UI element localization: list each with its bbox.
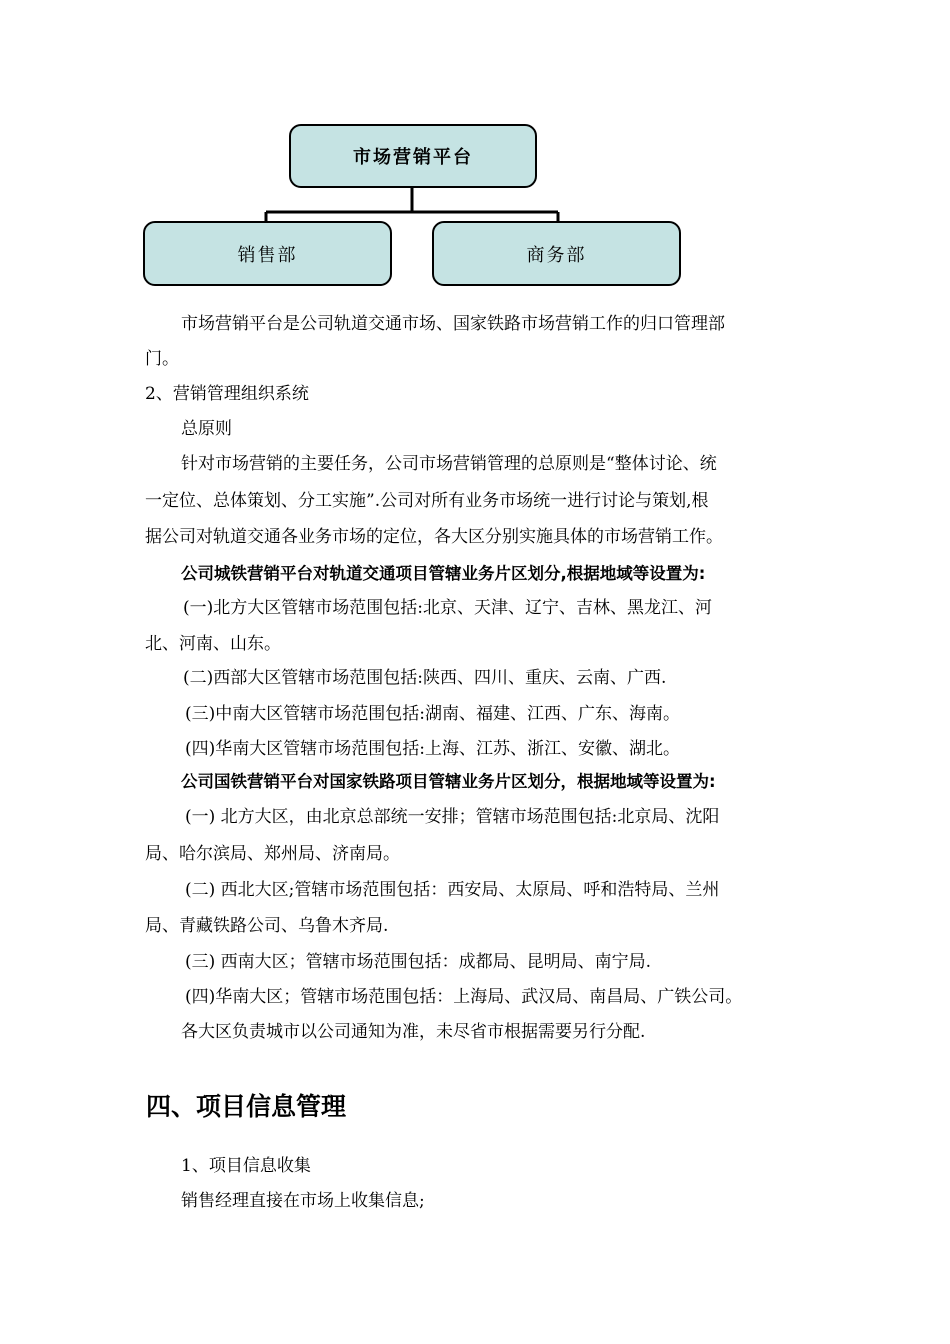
- paragraph-line: (一)北方大区管辖市场范围包括:北京、天津、辽宁、吉林、黑龙江、河: [183, 598, 712, 618]
- paragraph-line: 针对市场营销的主要任务，公司市场营销管理的总原则是“整体讨论、统: [181, 454, 717, 474]
- paragraph-line: (四)华南大区；管辖市场范围包括：上海局、武汉局、南昌局、广铁公司。: [185, 987, 743, 1007]
- section-title: 2、营销管理组织系统: [145, 384, 309, 404]
- section-heading: 四、项目信息管理: [146, 1092, 347, 1121]
- paragraph-line: 市场营销平台是公司轨道交通市场、国家铁路市场营销工作的归口管理部: [181, 314, 725, 334]
- paragraph-line: 据公司对轨道交通各业务市场的定位，各大区分别实施具体的市场营销工作。: [145, 527, 723, 547]
- paragraph-line: 局、哈尔滨局、郑州局、济南局。: [145, 844, 400, 864]
- bold-paragraph-title: 公司国铁营销平台对国家铁路项目管辖业务片区划分，根据地域等设置为:: [181, 772, 716, 791]
- paragraph-line: (二) 西北大区;管辖市场范围包括：西安局、太原局、呼和浩特局、兰州: [185, 880, 720, 900]
- paragraph-line: (三) 西南大区；管辖市场范围包括：成都局、昆明局、南宁局.: [185, 952, 652, 972]
- paragraph-line: 局、青藏铁路公司、乌鲁木齐局.: [145, 916, 389, 936]
- org-box-label: 销售部: [237, 244, 298, 266]
- org-box-sales-dept: [143, 221, 392, 286]
- paragraph-line: (二)西部大区管辖市场范围包括:陕西、四川、重庆、云南、广西.: [183, 668, 667, 688]
- org-box-business-dept: [432, 221, 681, 286]
- paragraph-line: (四)华南大区管辖市场范围包括:上海、江苏、浙江、安徽、湖北。: [185, 739, 680, 759]
- paragraph-line: (一) 北方大区，由北京总部统一安排；管辖市场范围包括:北京局、沈阳: [185, 807, 720, 827]
- org-box-label: 商务部: [526, 244, 587, 266]
- paragraph-line: 销售经理直接在市场上收集信息;: [181, 1191, 425, 1211]
- paragraph-line: 一定位、总体策划、分工实施”.公司对所有业务市场统一进行讨论与策划,根: [145, 491, 709, 511]
- subsection-title: 1、项目信息收集: [181, 1156, 311, 1176]
- paragraph-line: (三)中南大区管辖市场范围包括:湖南、福建、江西、广东、海南。: [185, 704, 680, 724]
- org-box-label: 市场营销平台: [353, 147, 473, 168]
- bold-paragraph-title: 公司城铁营销平台对轨道交通项目管辖业务片区划分,根据地域等设置为:: [181, 564, 706, 583]
- subsection-title: 总原则: [181, 419, 232, 439]
- paragraph-line: 北、河南、山东。: [145, 634, 281, 654]
- paragraph-line: 门。: [145, 349, 179, 369]
- paragraph-line: 各大区负责城市以公司通知为准，未尽省市根据需要另行分配.: [181, 1022, 646, 1042]
